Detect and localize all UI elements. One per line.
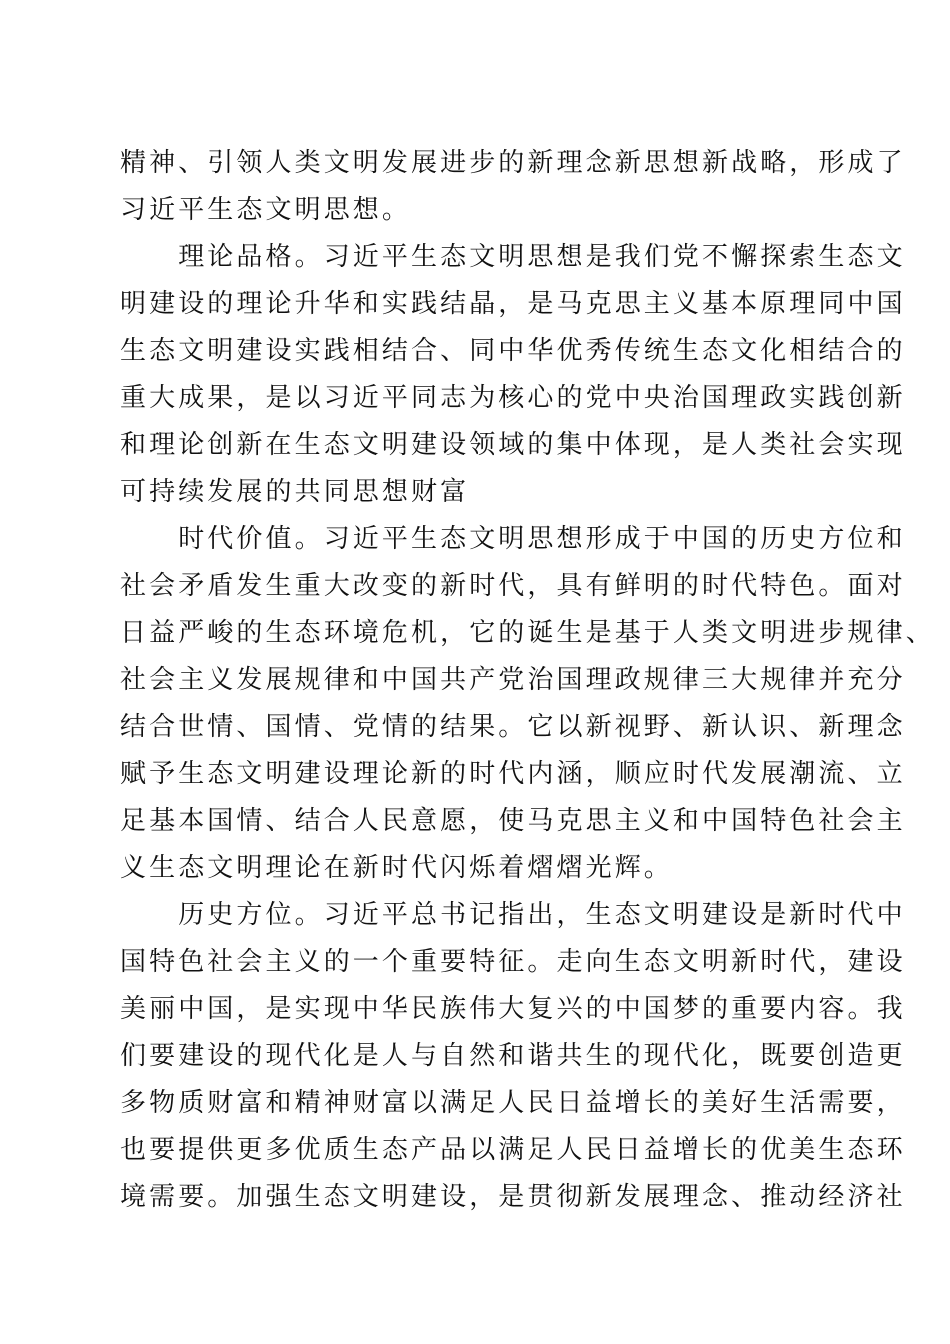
text-line: 美丽中国，是实现中华民族伟大复兴的中国梦的重要内容。我 bbox=[120, 994, 906, 1024]
text-line: 赋予生态文明建设理论新的时代内涵，顺应时代发展潮流、立 bbox=[120, 759, 906, 789]
text-line: 和理论创新在生态文明建设领域的集中体现，是人类社会实现 bbox=[120, 430, 906, 460]
text-line: 习近平生态文明思想。 bbox=[120, 195, 412, 225]
document-body bbox=[120, 140, 935, 1221]
text-line: 社会矛盾发生重大改变的新时代，具有鲜明的时代特色。面对 bbox=[120, 571, 906, 601]
text-line: 重大成果，是以习近平同志为核心的党中央治国理政实践创新 bbox=[120, 383, 906, 413]
text-line: 社会主义发展规律和中国共产党治国理政规律三大规律并充分 bbox=[120, 665, 906, 695]
text-line: 明建设的理论升华和实践结晶，是马克思主义基本原理同中国 bbox=[120, 289, 906, 319]
text-line: 们要建设的现代化是人与自然和谐共生的现代化，既要创造更 bbox=[120, 1041, 906, 1071]
text-line: 境需要。加强生态文明建设，是贯彻新发展理念、推动经济社 bbox=[120, 1182, 906, 1212]
text-line: 结合世情、国情、党情的结果。它以新视野、新认识、新理念 bbox=[120, 712, 906, 742]
text-line: 可持续发展的共同思想财富 bbox=[120, 477, 470, 507]
text-line: 义生态文明理论在新时代闪烁着熠熠光辉。 bbox=[120, 853, 673, 883]
text-line: 生态文明建设实践相结合、同中华优秀传统生态文化相结合的 bbox=[120, 336, 906, 366]
text-line: 也要提供更多优质生态产品以满足人民日益增长的优美生态环 bbox=[120, 1135, 906, 1165]
text-line: 日益严峻的生态环境危机，它的诞生是基于人类文明进步规律、 bbox=[120, 618, 935, 648]
text-line: 多物质财富和精神财富以满足人民日益增长的美好生活需要， bbox=[120, 1088, 906, 1118]
text-line: 时代价值。习近平生态文明思想形成于中国的历史方位和 bbox=[120, 524, 906, 554]
text-line: 国特色社会主义的一个重要特征。走向生态文明新时代，建设 bbox=[120, 947, 906, 977]
text-line: 理论品格。习近平生态文明思想是我们党不懈探索生态文 bbox=[120, 242, 906, 272]
text-line: 足基本国情、结合人民意愿，使马克思主义和中国特色社会主 bbox=[120, 806, 906, 836]
text-line: 精神、引领人类文明发展进步的新理念新思想新战略，形成了 bbox=[120, 148, 906, 178]
text-line: 历史方位。习近平总书记指出，生态文明建设是新时代中 bbox=[120, 900, 906, 930]
